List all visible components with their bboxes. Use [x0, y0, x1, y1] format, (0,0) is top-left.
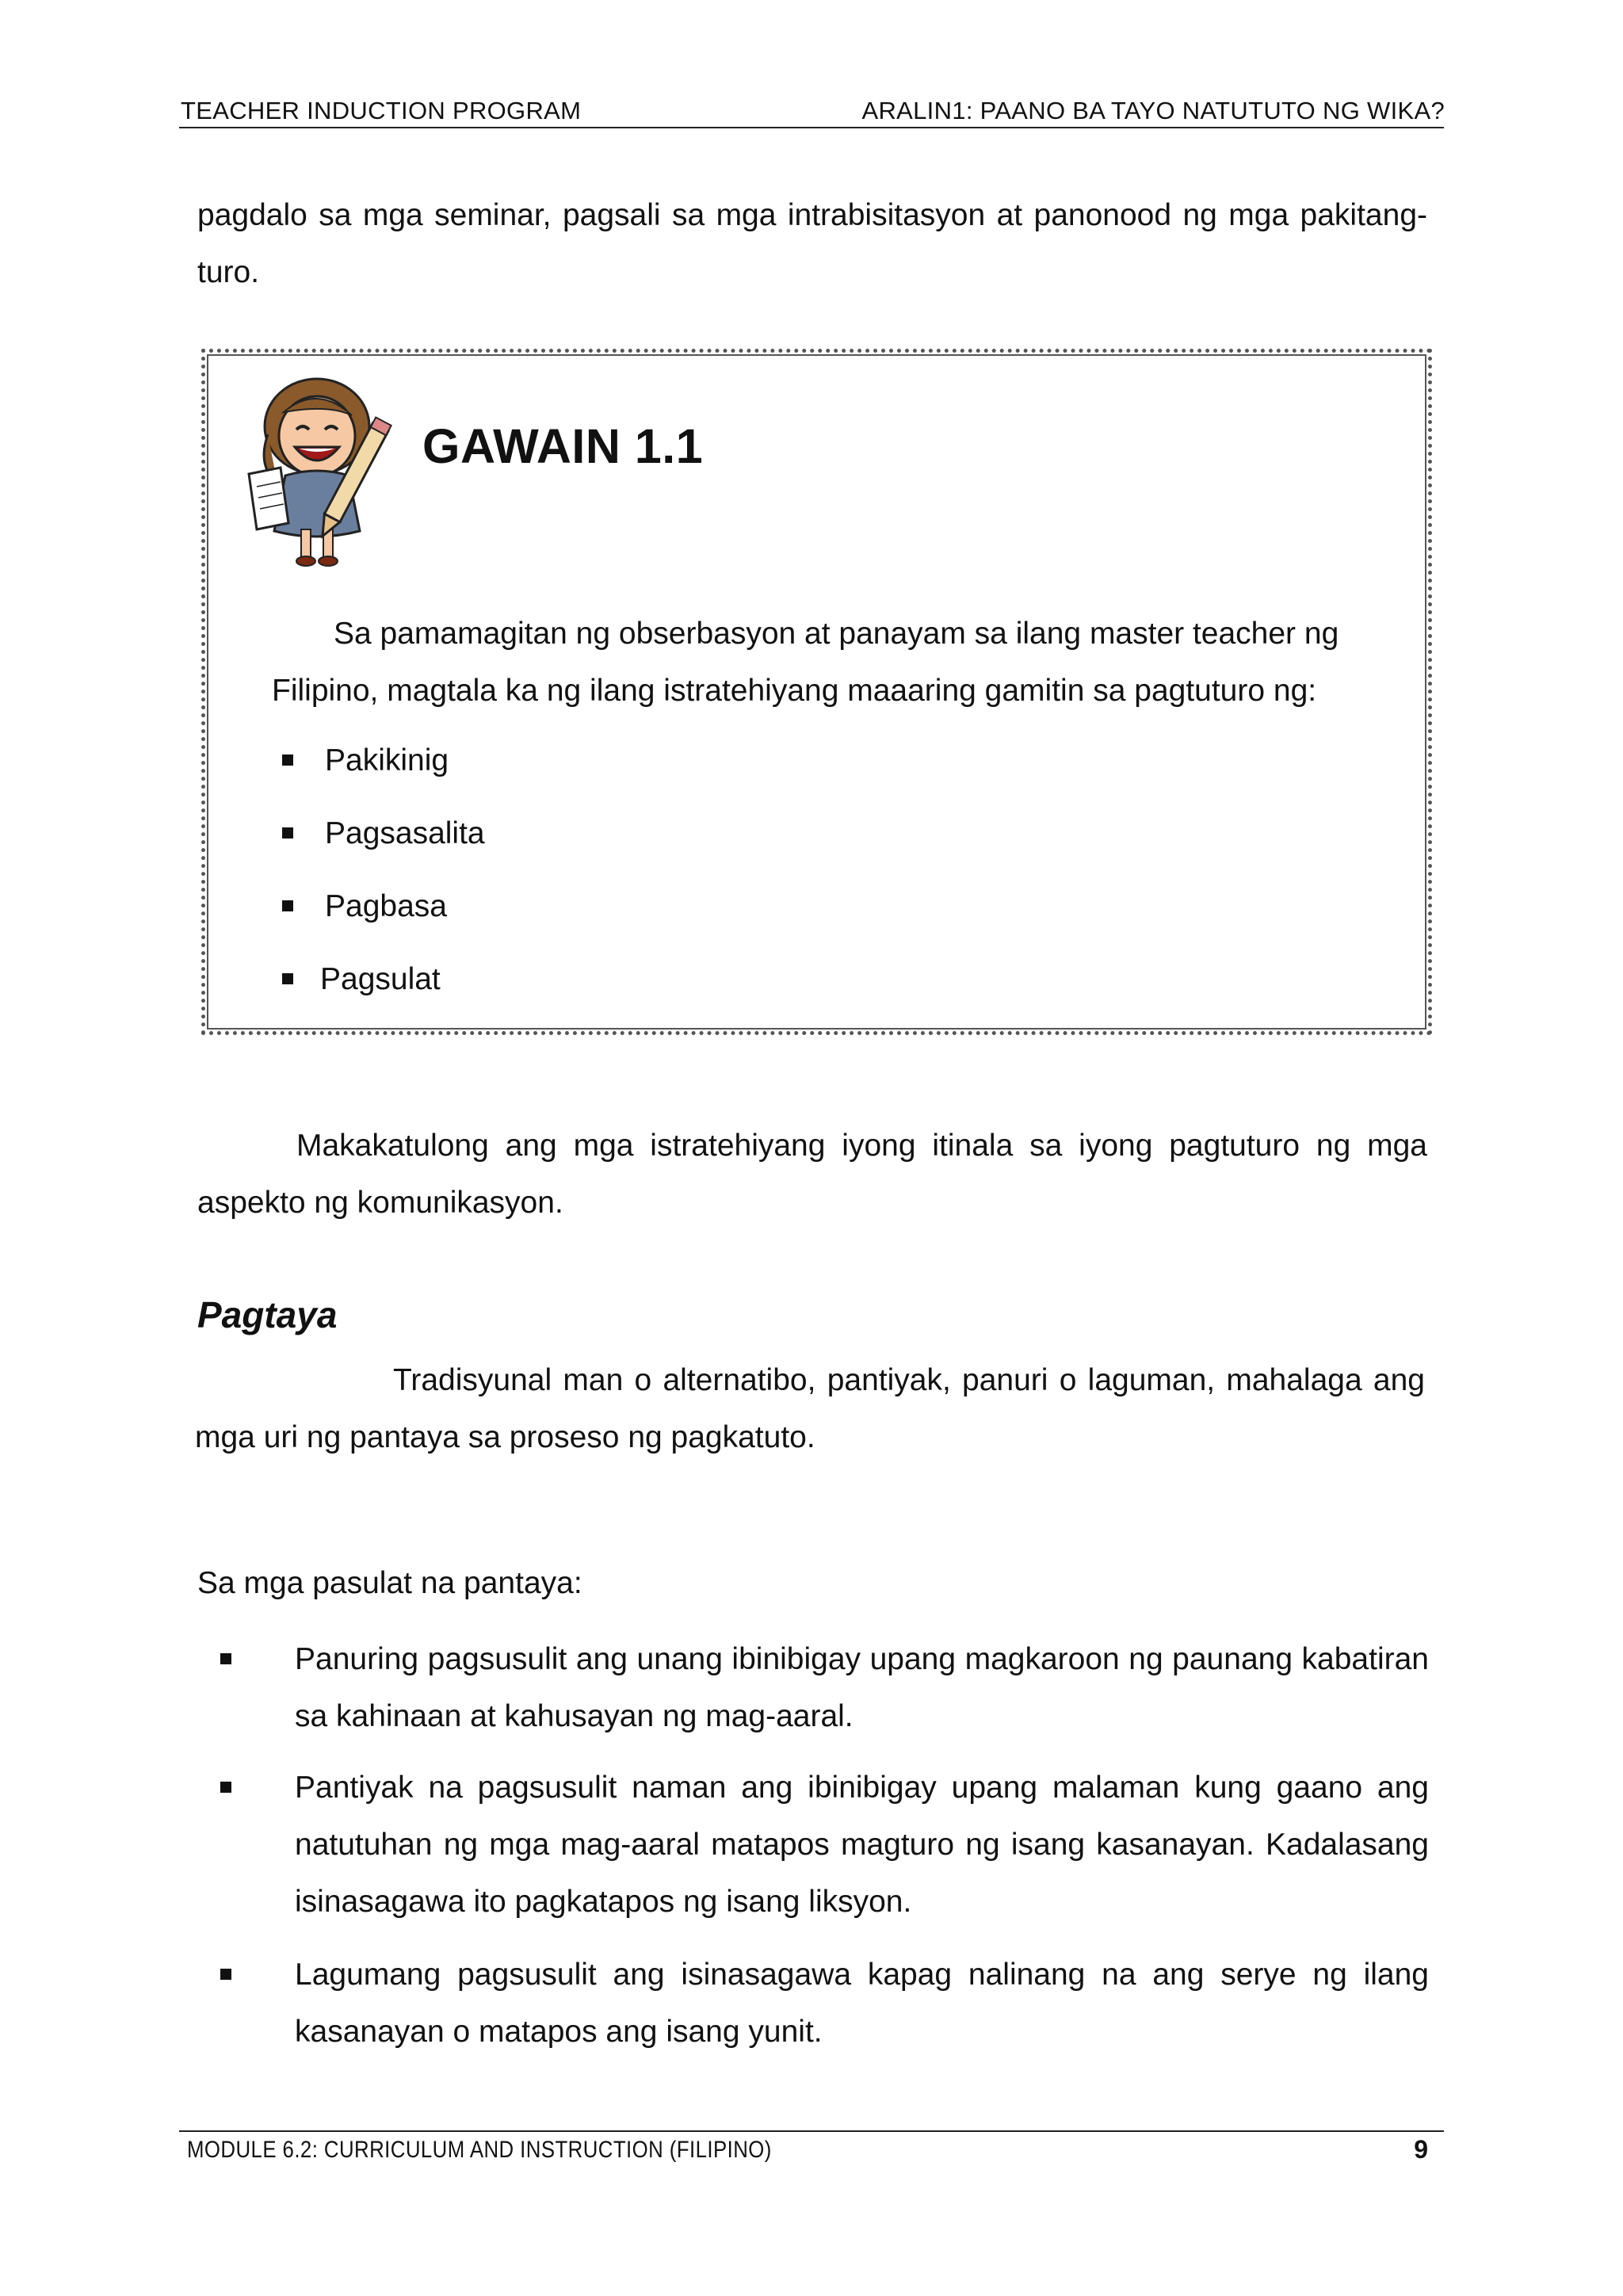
assessment-intro: Tradisyunal man o alternatibo, pantiyak, panuri o laguman, mahalaga ang mga uri ng pantaya sa proseso ng pagkatuto.	[195, 1363, 1425, 1454]
written-item-text: Pantiyak na pagsusulit naman ang ibinibigay upang malaman kung gaano ang natutuhan ng mga mag-aaral matapos magturo ng isang kasanayan. Kadalasang isinasagawa ito pagkatapos ng isang liksyon.	[295, 1771, 1429, 1919]
assessment-heading: Pagtaya	[197, 1294, 338, 1335]
activity-instruction	[272, 606, 1413, 720]
footer-divider	[179, 2130, 1444, 2132]
header-program-title: TEACHER INDUCTION PROGRAM	[181, 97, 582, 124]
after-activity-paragraph: Makakatulong ang mga istratehiyang iyong itinala sa iyong pagtuturo ng mga aspekto ng komunikasyon.	[197, 1129, 1427, 1220]
activity-item-pagsulat	[282, 962, 441, 997]
activity-item-label: Pakikinig	[325, 743, 449, 777]
intro-paragraph: pagdalo sa mga seminar, pagsali sa mga intrabisitasyon at panonood ng mga pakitang-turo.	[197, 198, 1427, 289]
page-number: 9	[1414, 2135, 1428, 2164]
activity-item-label: Pagbasa	[325, 889, 447, 923]
written-item-laguman	[220, 1946, 1429, 2061]
header-divider	[179, 127, 1444, 128]
written-item-text: Panuring pagsusulit ang unang ibinibigay upang magkaroon ng paunang kabatiran sa kahinaan at kahusayan ng mag-aaral.	[295, 1642, 1429, 1733]
header-lesson-title: ARALIN1: PAANO BA TAYO NATUTUTO NG WIKA?	[861, 97, 1445, 124]
written-item-panuri	[220, 1631, 1429, 1745]
bullet-icon	[282, 900, 293, 911]
teacher-with-pencil-icon	[238, 371, 396, 569]
activity-item-label: Pagsasalita	[325, 816, 485, 850]
bullet-icon	[282, 973, 293, 984]
activity-instruction-text: Sa pamamagitan ng obserbasyon at panayam sa ilang master teacher ng Filipino, magtala ka ng ilang istratehiyang maaaring gamitin sa pagtuturo ng:	[272, 617, 1339, 708]
activity-item-label: Pagsulat	[320, 962, 441, 996]
written-assessment-label: Sa mga pasulat na pantaya:	[197, 1566, 582, 1600]
bullet-icon	[220, 1782, 231, 1793]
written-item-text: Lagumang pagsusulit ang isinasagawa kapag nalinang na ang serye ng ilang kasanayan o matapos ang isang yunit.	[295, 1958, 1429, 2049]
bullet-icon	[282, 827, 293, 839]
activity-item-pakikinig	[282, 743, 449, 778]
written-item-pantiyak	[220, 1759, 1429, 1931]
activity-title: GAWAIN 1.1	[422, 419, 704, 473]
activity-item-pagbasa	[282, 889, 447, 924]
bullet-icon	[220, 1653, 231, 1664]
activity-item-pagsasalita	[282, 816, 485, 851]
bullet-icon	[282, 755, 293, 766]
footer-module-title: MODULE 6.2: CURRICULUM AND INSTRUCTION (FILIPINO)	[187, 2137, 772, 2163]
bullet-icon	[220, 1969, 231, 1980]
